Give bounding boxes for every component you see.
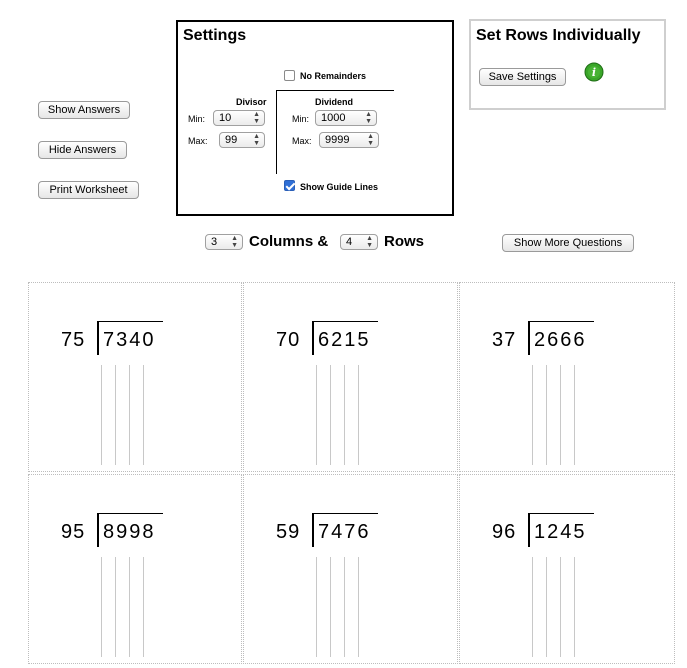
divisor-max-select[interactable] [219,132,265,148]
problem-divisor: 96 [492,521,517,543]
rows-value: 4 [346,236,353,248]
guide-line [560,557,561,657]
division-bar [312,513,378,514]
divisor-heading: Divisor [236,97,267,107]
guide-line [546,365,547,465]
dividend-min-value: 1000 [321,112,346,124]
info-icon[interactable] [584,62,604,82]
columns-select[interactable] [205,234,243,250]
settings-panel [176,20,454,216]
dividend-divider-vertical [276,90,277,174]
problem-cell [28,282,242,472]
guide-line [115,557,116,657]
guide-line [358,365,359,465]
show-more-questions-button[interactable]: Show More Questions [502,234,634,252]
guide-line [129,365,130,465]
division-bracket [97,513,99,547]
problem-cell [243,282,458,472]
rows-label: Rows [384,233,425,250]
select-arrows-icon: ▲ ▼ [367,133,374,147]
division-bar [312,321,378,322]
guide-line [546,557,547,657]
rows-select[interactable] [340,234,378,250]
dividend-min-select[interactable] [315,110,377,126]
dividend-divider [276,90,394,91]
division-bar [528,321,594,322]
problem-divisor: 37 [492,329,517,351]
guide-line [330,365,331,465]
columns-value: 3 [211,236,218,248]
divisor-min-select[interactable] [213,110,265,126]
columns-label: Columns & [249,233,329,250]
no-remainders-checkbox[interactable] [284,70,295,81]
guide-line [344,557,345,657]
guide-line [143,365,144,465]
division-bar [97,321,163,322]
select-arrows-icon: ▲ ▼ [366,235,373,249]
division-bracket [312,321,314,355]
division-bracket [528,513,530,547]
rows-panel-title: Set Rows Individually [476,27,641,44]
dividend-heading: Dividend [315,97,354,107]
guide-line [560,365,561,465]
problem-dividend: 7340 [103,329,156,351]
print-worksheet-button[interactable]: Print Worksheet [38,181,139,199]
guide-line [316,365,317,465]
problem-dividend: 6215 [318,329,371,351]
problem-cell [28,474,242,664]
save-settings-button[interactable]: Save Settings [479,68,566,86]
guide-lines-checkbox[interactable] [284,180,295,191]
divisor-max-label: Max: [188,136,208,146]
division-bracket [528,321,530,355]
guide-line [129,557,130,657]
select-arrows-icon: ▲ ▼ [253,133,260,147]
hide-answers-button[interactable]: Hide Answers [38,141,127,159]
guide-line [574,557,575,657]
problem-cell [459,282,675,472]
division-bar [528,513,594,514]
select-arrows-icon: ▲ ▼ [231,235,238,249]
show-answers-button[interactable]: Show Answers [38,101,130,119]
no-remainders-label: No Remainders [300,71,367,81]
dividend-min-label: Min: [292,114,310,124]
problem-dividend: 8998 [103,521,156,543]
division-bar [97,513,163,514]
problem-dividend: 7476 [318,521,371,543]
guide-line [358,557,359,657]
problem-divisor: 75 [61,329,86,351]
problem-cell [459,474,675,664]
guide-line [316,557,317,657]
svg-text:i: i [591,66,597,79]
guide-line [344,365,345,465]
guide-line [115,365,116,465]
divisor-min-label: Min: [188,114,206,124]
guide-line [532,557,533,657]
guide-lines-label: Show Guide Lines [300,182,379,192]
dividend-max-value: 9999 [325,134,350,146]
problem-divisor: 59 [276,521,301,543]
guide-line [532,365,533,465]
rows-panel [469,19,666,110]
problem-dividend: 2666 [534,329,587,351]
divisor-max-value: 99 [225,134,238,146]
divisor-min-value: 10 [219,112,232,124]
guide-line [330,557,331,657]
select-arrows-icon: ▲ ▼ [365,111,372,125]
problem-dividend: 1245 [534,521,587,543]
guide-line [101,557,102,657]
select-arrows-icon: ▲ ▼ [253,111,260,125]
guide-line [574,365,575,465]
guide-line [101,365,102,465]
problem-divisor: 95 [61,521,86,543]
problem-divisor: 70 [276,329,301,351]
dividend-max-select[interactable] [319,132,379,148]
division-bracket [97,321,99,355]
division-bracket [312,513,314,547]
guide-line [143,557,144,657]
settings-title: Settings [183,27,247,44]
dividend-max-label: Max: [292,136,312,146]
problem-cell [243,474,458,664]
